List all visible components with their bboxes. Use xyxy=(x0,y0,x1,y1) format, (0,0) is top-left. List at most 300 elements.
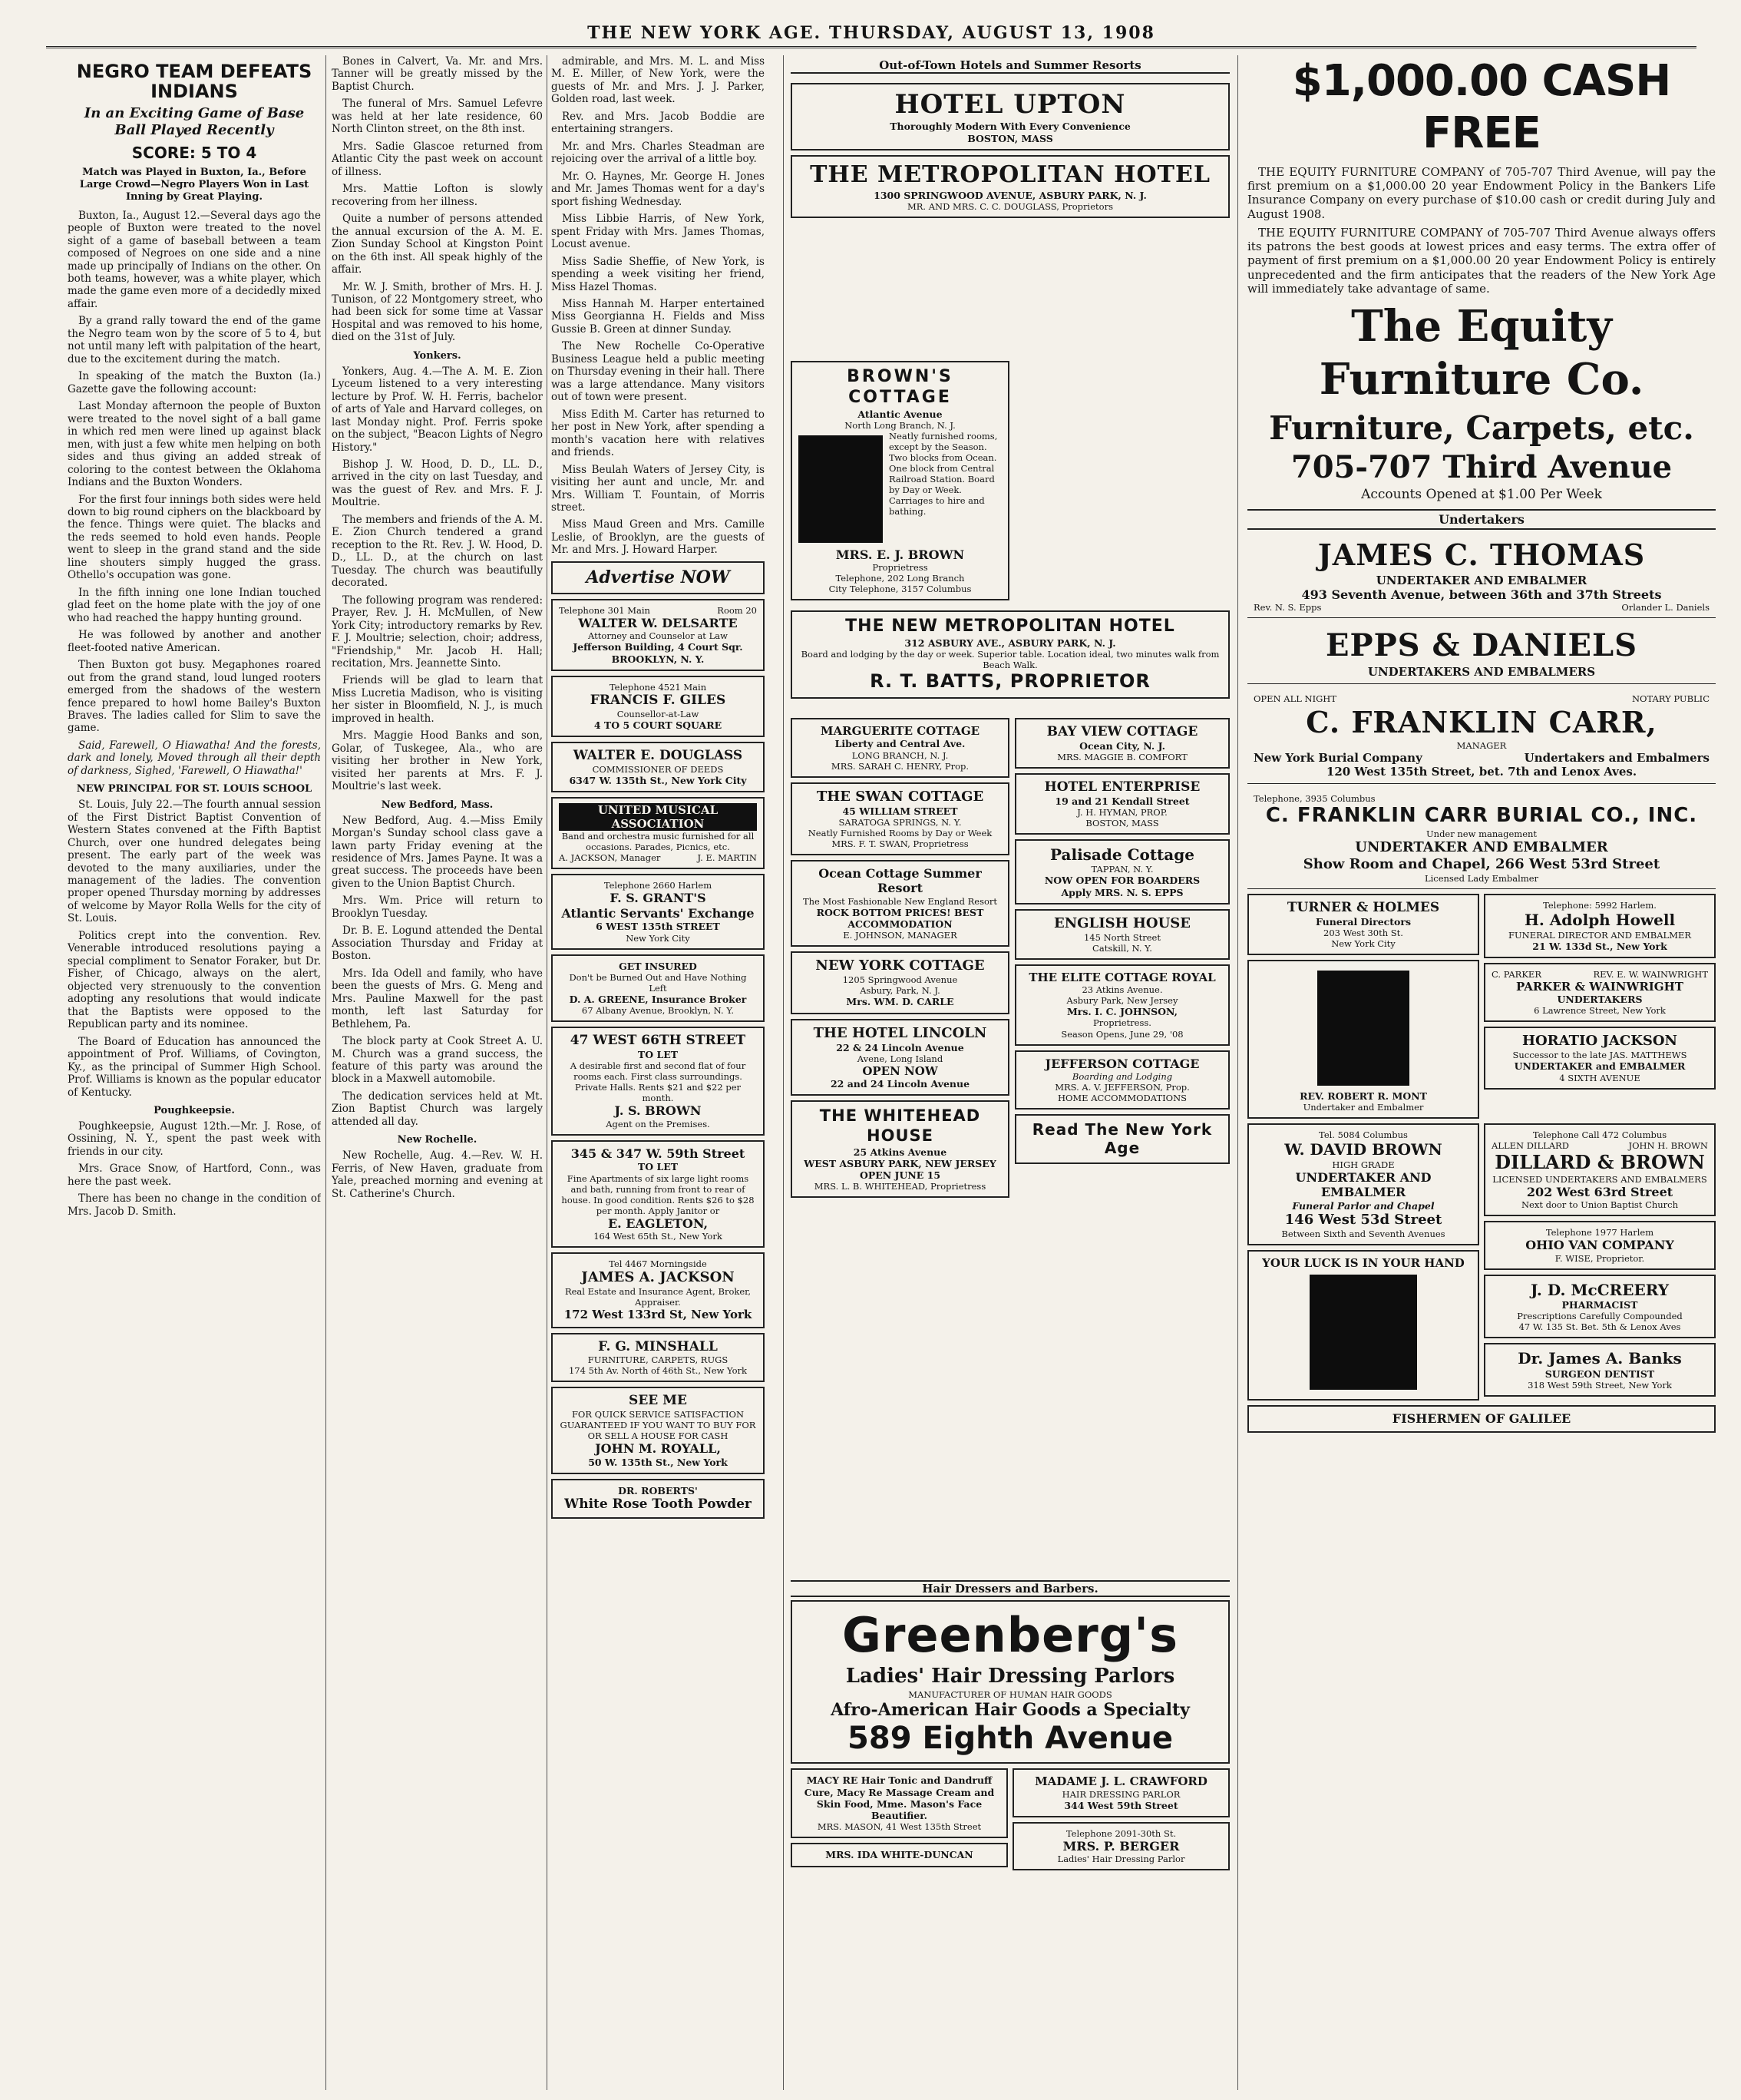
column-right-ads xyxy=(1247,55,1716,2090)
ad-prop: Mrs. WM. D. CARLE xyxy=(846,996,954,1008)
ad-city: New York City xyxy=(626,932,690,944)
note: Rev. and Mrs. Jacob Boddie are entertaining strangers. xyxy=(551,110,765,136)
ad-head: GET INSURED xyxy=(619,960,697,972)
article-score: SCORE: 5 TO 4 xyxy=(131,143,257,162)
ad-role: COMMISSIONER OF DEEDS xyxy=(592,763,724,775)
ad-name: DILLARD & BROWN xyxy=(1495,1151,1705,1174)
ad-head: MACY RE Hair Tonic and Dandruff Cure, Macy Re Massage Cream and Skin Food, Mme. Mason's Face Beautifier. xyxy=(804,1774,995,1822)
equity-name: The Equity Furniture Co. xyxy=(1319,301,1644,405)
masthead: THE NEW YORK AGE. THURSDAY, AUGUST 13, 1908 xyxy=(46,23,1696,48)
ad-name: F. G. MINSHALL xyxy=(598,1338,718,1354)
ad-open: NOW OPEN FOR BOARDERS xyxy=(1044,875,1201,887)
ad-name: DR. ROBERTS' xyxy=(618,1484,698,1496)
palisade-cottage-ad xyxy=(1015,839,1230,904)
ad-sub: Next door to Union Baptist Church xyxy=(1521,1199,1679,1211)
ad-line: HAIR DRESSING PARLOR xyxy=(1062,1788,1181,1800)
ad-foot: 22 and 24 Lincoln Avenue xyxy=(830,1078,970,1090)
ad-head: 345 & 347 W. 59th Street xyxy=(570,1146,745,1161)
ad-city: Asbury Park, New Jersey xyxy=(1066,995,1178,1007)
ad-line: FURNITURE, CARPETS, RUGS xyxy=(587,1354,728,1366)
section-title: Hair Dressers and Barbers. xyxy=(791,1580,1230,1597)
column-notes-ads xyxy=(551,55,765,2090)
column-rule xyxy=(325,55,326,2090)
ad-sub: TO LET xyxy=(637,1049,679,1060)
music-association-ad xyxy=(551,797,765,870)
ad-address: 164 West 65th St., New York xyxy=(593,1231,722,1242)
ad-address: 202 West 63rd Street xyxy=(1526,1184,1673,1199)
note: Dr. B. E. Logund attended the Dental Association Thursday and Friday at Boston. xyxy=(332,924,543,963)
minshall-ad xyxy=(551,1333,765,1383)
ad-line3: Afro-American Hair Goods a Specialty xyxy=(831,1699,1190,1720)
luck-ad xyxy=(1247,1250,1479,1401)
ad-address: 23 Atkins Avenue. xyxy=(1082,984,1163,996)
epps-daniels-ad xyxy=(1247,623,1716,684)
ad-name: BAY VIEW COTTAGE xyxy=(1046,724,1198,739)
ad-head: 47 WEST 66TH STREET xyxy=(570,1033,746,1049)
ad-name: NEW YORK COTTAGE xyxy=(815,957,985,974)
ad-body: Board and lodging by the day or week. Superior table. Location ideal, two minutes walk from Beach Walk. xyxy=(801,649,1220,671)
ad-tel: Telephone 2091-30th St. xyxy=(1065,1827,1177,1839)
ad-role: SURGEON DENTIST xyxy=(1544,1367,1655,1380)
new-york-cottage-ad xyxy=(791,951,1009,1014)
douglass-ad xyxy=(551,742,765,792)
ad-name: UNITED MUSICAL ASSOCIATION xyxy=(559,803,757,832)
ad-line: Thoroughly Modern With Every Convenience xyxy=(890,121,1131,133)
ad-tel: Telephone 4521 Main xyxy=(609,681,707,693)
jefferson-cottage-ad xyxy=(1015,1050,1230,1110)
ad-tel: Telephone 301 Main xyxy=(559,604,650,616)
article2-paragraph: Politics crept into the convention. Rev. Venerable introduced resolutions paying a special compliment to Senator Foraker, but Dr. Fisher, of Chicago, always on the alert, objected very strenuously to the convention adopting any resolutions that would indicate that the Baptists were opposed to the Republican party and its nominee. xyxy=(68,929,321,1031)
note: Miss Hannah M. Harper entertained Miss Georgianna H. Fields and Miss Gussie B. Green at dinner Sunday. xyxy=(551,297,765,336)
ad-tel: Tel 4467 Morningside xyxy=(609,1258,707,1270)
cash-free-headline: $1,000.00 CASH FREE xyxy=(1292,56,1671,159)
ad-prop: F. WISE, Proprietor. xyxy=(1554,1252,1645,1264)
ad-address: 4 TO 5 COURT SQUARE xyxy=(593,719,722,731)
ad-city: Ocean City, N. J. xyxy=(1079,739,1165,752)
column-article xyxy=(68,55,321,2090)
ad-role: UNDERTAKERS xyxy=(1557,994,1643,1006)
ad-name: HOTEL UPTON xyxy=(894,89,1126,120)
ad-name: FRANCIS F. GILES xyxy=(590,692,726,708)
article3-paragraph: There has been no change in the condition of Mrs. Jacob D. Smith. xyxy=(68,1192,321,1218)
ad-role: Real Estate and Insurance Agent, Broker, Appraiser. xyxy=(564,1286,752,1308)
article2-paragraph: The Board of Education has announced the appointment of Prof. Williams, of Covington, Ky., as the principal of Summer High School. Prof. Williams is known as the popular educator of Kentucky. xyxy=(68,1035,321,1099)
ad-name: WALTER E. DOUGLASS xyxy=(573,747,743,763)
ad-tel: Telephone 2660 Harlem xyxy=(603,880,712,891)
ad-name: THE METROPOLITAN HOTEL xyxy=(810,160,1211,188)
ad-city: WEST ASBURY PARK, NEW JERSEY xyxy=(804,1157,996,1169)
hotel-upton-ad xyxy=(791,83,1230,150)
advertise-now-ad xyxy=(551,561,765,594)
ad-head: YOUR LUCK IS IN YOUR HAND xyxy=(1262,1256,1465,1271)
article-paragraph: Last Monday afternoon the people of Buxton were treated to the novel sight of a ball game in which red men were lined up against black men, with just a few white men helping on both sides and thus giving an added streak of coloring to the contest between the Oklahoma Indians and the Buxton Wonders. xyxy=(68,400,321,489)
banks-dentist-ad xyxy=(1484,1343,1716,1397)
note: Mrs. Sadie Glascoe returned from Atlantic City the past week on account of illness. xyxy=(332,140,543,178)
ad-company: New York Burial Company xyxy=(1254,750,1422,765)
cash-paragraph: THE EQUITY FURNITURE COMPANY of 705-707 Third Avenue always offers its patrons the best goods at lowest prices and easy terms. The extra offer of payment of first premium on a $1,000.00 20 year Endowment Policy is entirely unprecedented and the firm anticipates that the readers of the New York Age will immediately take advantage of same. xyxy=(1247,225,1716,296)
note: Miss Sadie Sheffie, of New York, is spending a week visiting her friend, Miss Hazel Thomas. xyxy=(551,255,765,293)
ad-name: C. FRANKLIN CARR BURIAL CO., INC. xyxy=(1265,804,1698,828)
ad-body: Neatly Furnished Rooms by Day or Week xyxy=(808,827,993,838)
ad-address: Show Room and Chapel, 266 West 53rd Street xyxy=(1303,856,1660,873)
ad-name: J. D. McCREERY xyxy=(1530,1280,1670,1299)
ad-head: SEE ME xyxy=(629,1393,687,1409)
ad-open: OPEN JUNE 15 xyxy=(859,1169,941,1182)
new-metropolitan-ad xyxy=(791,610,1230,699)
ad-left: C. PARKER xyxy=(1492,968,1541,980)
ad-name: E. EAGLETON, xyxy=(607,1215,709,1231)
article2-head: NEW PRINCIPAL FOR ST. LOUIS SCHOOL xyxy=(76,783,312,795)
ad-tel: Telephone, 202 Long Branch xyxy=(835,573,965,584)
ad-prop: MR. AND MRS. C. C. DOUGLASS, Proprietors xyxy=(907,200,1113,212)
carr-burial-ad xyxy=(1247,789,1716,889)
ad-name: PARKER & WAINWRIGHT xyxy=(1516,979,1683,994)
article-paragraph: In speaking of the match the Buxton (Ia.) Gazette gave the following account: xyxy=(68,370,321,395)
note: Bishop J. W. Hood, D. D., LL. D., arrived in the city on last Tuesday, and was the guest of Rev. and Mrs. F. J. Moultrie. xyxy=(332,458,543,509)
note: Mrs. Ida Odell and family, who have been the guests of Mrs. G. Meng and Mrs. Pauline Maxwell for the past month, left last Saturday for Bethlehem, Pa. xyxy=(332,967,543,1030)
cottage-photo xyxy=(798,435,883,543)
ad-name: JAMES C. THOMAS xyxy=(1317,537,1646,573)
article3-paragraph: Poughkeepsie, August 12th.—Mr. J. Rose, of Ossining, N. Y., spent the past week with friends in our city. xyxy=(68,1119,321,1158)
ad-city: BOSTON, MASS xyxy=(967,132,1053,144)
ad-sub: Successor to the late JAS. MATTHEWS xyxy=(1512,1050,1687,1061)
ad-name: HORATIO JACKSON xyxy=(1522,1033,1677,1050)
section-head: New Rochelle. xyxy=(397,1134,477,1146)
berger-ad xyxy=(1013,1822,1230,1871)
hotels-top xyxy=(791,83,1230,359)
carr-ad xyxy=(1247,689,1716,784)
ad-name: Dr. James A. Banks xyxy=(1518,1349,1682,1368)
section-title: Out-of-Town Hotels and Summer Resorts xyxy=(791,58,1230,74)
ad-name: W. DAVID BROWN xyxy=(1284,1140,1442,1159)
ad-address: 67 Albany Avenue, Brooklyn, N. Y. xyxy=(581,1005,735,1017)
article-paragraph: Buxton, Ia., August 12.—Several days ago the people of Buxton were treated to the novel sight of a game of baseball between a team composed of Negroes on one side and a nine made up principally of Indians on the other. On both teams, however, was a white player, which made the game even more of a decidedly mixed affair. xyxy=(68,209,321,310)
ad-city: New York City xyxy=(1331,938,1396,950)
ad-name: Greenberg's xyxy=(842,1607,1178,1664)
note: Mrs. Maggie Hood Banks and son, Golar, of Tuskegee, Ala., who are visiting her brother in New York, visited her parents at Mrs. F. J. Moultrie's last week. xyxy=(332,729,543,793)
ad-name: WALTER W. DELSARTE xyxy=(578,615,738,630)
ad-name: MRS. IDA WHITE-DUNCAN xyxy=(825,1849,973,1861)
macy-re-ad xyxy=(791,1768,1008,1838)
ad-right: NOTARY PUBLIC xyxy=(1631,693,1710,705)
column-hotels-right xyxy=(1015,718,1230,1570)
horatio-jackson-ad xyxy=(1484,1027,1716,1089)
section-head: New Bedford, Mass. xyxy=(381,799,494,811)
ad-prop: E. JOHNSON, MANAGER xyxy=(843,930,957,941)
cash-paragraph: THE EQUITY FURNITURE COMPANY of 705-707 Third Avenue, will pay the first premium on a $1,000.00 20 year Endowment Policy in the Bankers Life Insurance Company on every purchase of $10.00 cash or credit during July and August 1908. xyxy=(1247,164,1716,221)
note: The dedication services held at Mt. Zion Baptist Church was largely attended all day. xyxy=(332,1090,543,1128)
column-hotels-left-lower xyxy=(791,718,1009,1570)
ad-grade: HIGH GRADE xyxy=(1332,1159,1395,1170)
note: Miss Maud Green and Mrs. Camille Leslie, of Brooklyn, are the guests of Mr. and Mrs. J. Howard Harper. xyxy=(551,518,765,557)
ad-address: 47 W. 135 St. Bet. 5th & Lenox Aves xyxy=(1518,1321,1681,1333)
ad-season: Season Opens, June 29, '08 xyxy=(1061,1028,1184,1040)
ad-name: BROWN'S COTTAGE xyxy=(847,367,953,407)
mont-ad xyxy=(1247,960,1479,1119)
ad-tel: Tel. 5084 Columbus xyxy=(1319,1129,1408,1141)
fishermen-ad xyxy=(1247,1405,1716,1433)
ad-address: 318 West 59th Street, New York xyxy=(1528,1380,1672,1391)
ad-address: 50 W. 135th St., New York xyxy=(588,1456,728,1468)
ad-name: EPPS & DANIELS xyxy=(1326,627,1637,664)
article-subhead: Match was Played in Buxton, Ia., Before Large Crowd—Negro Players Won in Last Inning by Great Playing. xyxy=(79,167,309,203)
ad-address: 203 West 30th St. xyxy=(1323,928,1403,939)
ad-role: Agent on the Premises. xyxy=(606,1118,710,1129)
metropolitan-hotel-ad xyxy=(791,155,1230,218)
read-age-ad xyxy=(1015,1114,1230,1164)
note: New Bedford, Aug. 4.—Miss Emily Morgan's Sunday school class gave a lawn party Friday evening at the residence of Mrs. James Payne. It was a great success. The proceeds have been given to the Union Baptist Church. xyxy=(332,814,543,890)
grant-exchange-ad xyxy=(551,874,765,949)
ad-role: UNDERTAKER AND EMBALMER xyxy=(1295,1169,1432,1200)
ad-name: Palisade Cottage xyxy=(1050,845,1194,865)
ad-tel: Telephone Call 472 Columbus xyxy=(1532,1129,1667,1141)
ad-role: Proprietress. xyxy=(1093,1017,1151,1029)
ad-line1: Ladies' Hair Dressing Parlors xyxy=(845,1664,1175,1688)
ad-sub: TO LET xyxy=(637,1161,679,1173)
swan-cottage-ad xyxy=(791,782,1009,855)
ad-role: Counsellor-at-Law xyxy=(616,708,699,719)
ad-address: 172 West 133rd St, New York xyxy=(563,1308,752,1322)
ad-chapel: Funeral Parlor and Chapel xyxy=(1292,1199,1435,1212)
ad-name: HOTEL ENTERPRISE xyxy=(1044,779,1201,795)
article-paragraph: In the fifth inning one lone Indian touched glad feet on the home plate with the joy of one who had reached the happy hunting ground. xyxy=(68,586,321,624)
ad-address: 1300 SPRINGWOOD AVENUE, ASBURY PARK, N. J. xyxy=(874,189,1147,201)
article2-paragraph: St. Louis, July 22.—The fourth annual session of the First District Baptist Convention of Western States convened at the Fifth Baptist Church, over one hundred delegates being present. The early part of the week was devoted to the many auxiliaries, under the management of the ladies. The convention proper opened Thursday morning by addresses of welcome by Mayor Rolla Wells for the city of St. Louis. xyxy=(68,799,321,925)
ad-between: Between Sixth and Seventh Avenues xyxy=(1281,1229,1445,1240)
equity-sub: Furniture, Carpets, etc. xyxy=(1269,408,1694,447)
ad-name: F. S. GRANT'S xyxy=(610,891,706,906)
bay-view-cottage-ad xyxy=(1015,718,1230,769)
column-rule xyxy=(1237,55,1238,2090)
note: The New Rochelle Co-Operative Business League held a public meeting on Thursday evening in their hall. There was a large attendance. Many visitors out of town were present. xyxy=(551,340,765,404)
hair-dressers-section xyxy=(791,1574,1230,2058)
note: Yonkers, Aug. 4.—The A. M. E. Zion Lyceum listened to a very interesting lecture by Prof. W. H. Ferris, bachelor of arts of Yale and Harvard colleges, on last Monday night. Prof. Ferris spoke on the subject, "Beacon Lights of Negro History." xyxy=(332,365,543,454)
column-rule xyxy=(783,55,784,2090)
thomas-ad xyxy=(1247,533,1716,618)
ad-partner: J. E. MARTIN xyxy=(697,852,757,864)
w-david-brown-ad xyxy=(1247,1123,1479,1245)
english-house-ad xyxy=(1015,909,1230,960)
article-deck: In an Exciting Game of Base Ball Played Recently xyxy=(84,104,305,138)
ad-name: THE NEW METROPOLITAN HOTEL xyxy=(845,617,1175,636)
note: The following program was rendered: Prayer, Rev. J. H. McMullen, of New York City; introductory remarks by Rev. F. J. Moultrie; selection, choir; address, "Friendship," Mr. Jacob H. Hall; recitation, Mrs. Jeannette Sinto. xyxy=(332,594,543,670)
white-duncan-ad xyxy=(791,1843,1008,1867)
note: Quite a number of persons attended the annual excursion of the A. M. E. Zion Sunday School at Kingston Point on the 6th inst. All speak highly of the affair. xyxy=(332,213,543,276)
note: Miss Libbie Harris, of New York, spent Friday with Mrs. James Thomas, Locust avenue. xyxy=(551,213,765,251)
article-paragraph: For the first four innings both sides were held down to big round ciphers on the blackboard by the fence. Things were quiet. The blacks and the reds seemed to hold even hands. People went to sleep in the grand stand and the side line shouters simply hugged the grass. Othello's occupation was gone. xyxy=(68,493,321,582)
note: Mr. W. J. Smith, brother of Mrs. H. J. Tunison, of 22 Montgomery street, who had been sick for some time at Vassar Hospital and was removed to his home, died on the 31st of July. xyxy=(332,280,543,344)
note: Mrs. Mattie Lofton is slowly recovering from her illness. xyxy=(332,183,543,208)
ad-address: 4 SIXTH AVENUE xyxy=(1559,1072,1640,1083)
ad-prop: MRS. L. B. WHITEHEAD, Proprietress xyxy=(814,1181,986,1192)
note: New Rochelle, Aug. 4.—Rev. W. H. Ferris, of New Haven, graduate from Yale, preached morning and evening at St. Catherine's Church. xyxy=(332,1149,543,1200)
ad-prop: MRS. SARAH C. HENRY, Prop. xyxy=(831,760,970,772)
dillard-brown-ad xyxy=(1484,1123,1716,1216)
ad-address: Atlantic Avenue xyxy=(857,408,943,420)
ad-role: PHARMACIST xyxy=(1561,1299,1638,1311)
ad-city: LONG BRANCH, N. J. xyxy=(851,749,949,761)
ad-name: MRS. MASON, 41 West 135th Street xyxy=(817,1821,982,1833)
article-paragraph: He was followed by another and another fleet-footed native American. xyxy=(68,629,321,654)
note: Mr. O. Haynes, Mr. George H. Jones and Mr. James Thomas went for a day's sport fishing Wednesday. xyxy=(551,170,765,208)
ad-name: TURNER & HOLMES xyxy=(1287,900,1440,916)
ad-address: 6 Lawrence Street, New York xyxy=(1534,1005,1666,1017)
ad-role: FUNERAL DIRECTOR AND EMBALMER xyxy=(1508,929,1692,941)
ad-name: MADAME J. L. CRAWFORD xyxy=(1035,1774,1207,1789)
ad-company2: Undertakers and Embalmers xyxy=(1524,750,1710,765)
ad-prop: MRS. F. T. SWAN, Proprietress xyxy=(831,838,969,849)
note: Miss Edith M. Carter has returned to her post in New York, after spending a month's vacation here with relatives and friends. xyxy=(551,408,765,459)
ad-city: Avene, Long Island xyxy=(857,1053,943,1064)
ad-role: Attorney and Counselor at Law xyxy=(588,630,728,642)
insurance-ad xyxy=(551,954,765,1023)
ad-name: H. Adolph Howell xyxy=(1524,911,1676,930)
equity-foot: Accounts Opened at $1.00 Per Week xyxy=(1361,486,1602,502)
ad-left: ALLEN DILLARD xyxy=(1492,1140,1569,1152)
turner-holmes-ad xyxy=(1247,894,1479,955)
equity-address: 705-707 Third Avenue xyxy=(1290,449,1673,486)
ad-body: FOR QUICK SERVICE SATISFACTION GUARANTEED IF YOU WANT TO BUY FOR OR SELL A HOUSE FOR CASH xyxy=(560,1409,756,1442)
ad-role: UNDERTAKER and EMBALMER xyxy=(1514,1060,1686,1073)
ad-name: ENGLISH HOUSE xyxy=(1054,914,1191,931)
ad-line2: MANUFACTURER OF HUMAN HAIR GOODS xyxy=(908,1688,1112,1700)
ad-open: OPEN NOW xyxy=(862,1063,938,1078)
ad-address: 120 West 135th Street, bet. 7th and Lenox Aves. xyxy=(1326,765,1637,779)
browns-cottage-ad xyxy=(791,361,1009,600)
ocean-cottage-ad xyxy=(791,860,1009,947)
ad-name: MRS. P. BERGER xyxy=(1062,1838,1180,1854)
article-paragraph: Then Buxton got busy. Megaphones roared out from the grand stand, loud lunged rooters emerged from the shadows of the western fence prepared to howl home Bailey's Buxton Braves. The ladies called for Slim to save the game. xyxy=(68,659,321,735)
article3-head: Poughkeepsie. xyxy=(154,1104,235,1116)
ad-text: Read The New York Age xyxy=(1032,1120,1213,1158)
undertakers-header: Undertakers xyxy=(1247,509,1716,531)
ad-name: JEFFERSON COTTAGE xyxy=(1045,1056,1200,1071)
ad-prop: MRS. E. J. BROWN xyxy=(835,547,965,562)
ad-name: THE WHITEHEAD HOUSE xyxy=(819,1106,981,1145)
ad-tel: Telephone: 5992 Harlem. xyxy=(1543,900,1657,911)
ad-title: Atlantic Servants' Exchange xyxy=(561,905,755,921)
ad-name: JOHN M. ROYALL, xyxy=(595,1441,721,1457)
hotels-section-header xyxy=(791,55,1230,78)
royall-ad xyxy=(551,1387,765,1474)
ad-left: Rev. N. S. Epps xyxy=(1254,602,1322,613)
hotel-lincoln-ad xyxy=(791,1019,1009,1096)
column-social-notes xyxy=(332,55,543,2090)
note: Mrs. Wm. Price will return to Brooklyn Tuesday. xyxy=(332,895,543,920)
ad-acc: HOME ACCOMMODATIONS xyxy=(1057,1093,1188,1104)
advertise-now-label: Advertise NOW xyxy=(586,567,730,587)
ad-prop: R. T. BATTS, PROPRIETOR xyxy=(870,670,1151,693)
mont-portrait xyxy=(1317,971,1409,1086)
ad-name: D. A. GREENE, Insurance Broker xyxy=(569,994,747,1005)
palm-image xyxy=(1310,1275,1417,1390)
ad-address: 146 West 53d Street xyxy=(1284,1212,1442,1229)
ad-role: UNDERTAKER AND EMBALMER xyxy=(1376,573,1587,587)
article-paragraph: By a grand rally toward the end of the game the Negro team won by the score of 5 to 4, but not until many left with palpitation of the heart, due to the excitement during the match. xyxy=(68,315,321,365)
crawford-ad xyxy=(1013,1768,1230,1817)
giles-ad xyxy=(551,676,765,737)
ad-address: Jefferson Building, 4 Court Sqr. BROOKLYN, N. Y. xyxy=(573,641,743,665)
note: The members and friends of the A. M. E. Zion Church tendered a grand reception to the Rt. Rev. J. W. Hood, D. D., LL. D., at the church on last Tuesday. The church was beautifully decorated. xyxy=(332,513,543,590)
ad-line: Don't be Burned Out and Have Nothing Left xyxy=(569,971,747,994)
new-metropolitan-wrap xyxy=(791,610,1230,703)
note: The block party at Cook Street A. U. M. Church was a grand success, the feature of this party was around the block in a Maxwell automobile. xyxy=(332,1035,543,1086)
ad-address: 145 North Street xyxy=(1083,931,1161,943)
ohio-van-ad xyxy=(1484,1221,1716,1270)
ad-name: THE HOTEL LINCOLN xyxy=(813,1024,987,1041)
ad-name: C. FRANKLIN CARR, xyxy=(1306,704,1657,739)
note: The funeral of Mrs. Samuel Lefevre was held at her late residence, 60 North Clinton street, on the 8th inst. xyxy=(332,98,543,136)
ad-body: ROCK BOTTOM PRICES! BEST ACCOMMODATION xyxy=(816,906,984,931)
ad-apply: Apply MRS. N. S. EPPS xyxy=(1061,886,1184,898)
ad-tel: Telephone, 3935 Columbus xyxy=(1254,793,1376,805)
ad-prop: MRS. MAGGIE B. COMFORT xyxy=(1057,751,1188,762)
ad-city: TAPPAN, N. Y. xyxy=(1091,864,1154,875)
ad-address: 6347 W. 135th St., New York City xyxy=(569,774,747,786)
howell-ad xyxy=(1484,894,1716,958)
ad-tel2: City Telephone, 3157 Columbus xyxy=(828,584,972,595)
ad-right: REV. E. W. WAINWRIGHT xyxy=(1593,968,1708,980)
ad-address: 312 ASBURY AVE., ASBURY PARK, N. J. xyxy=(904,637,1116,649)
ad-address: 45 WILLIAM STREET xyxy=(842,805,958,817)
ad-tel: Telephone 1977 Harlem xyxy=(1545,1227,1654,1239)
ad-address: 1205 Springwood Avenue xyxy=(842,974,958,986)
ad-city: BOSTON, MASS xyxy=(1085,818,1159,828)
ad-line: The Most Fashionable New England Resort xyxy=(802,895,998,907)
ad-name: MARGUERITE COTTAGE xyxy=(820,724,980,738)
ad-line: Ladies' Hair Dressing Parlor xyxy=(1057,1854,1185,1865)
ad-city: Asbury, Park, N. J. xyxy=(860,985,940,997)
ad-room: Room 20 xyxy=(717,604,757,616)
ad-right: Orlander L. Daniels xyxy=(1621,602,1710,613)
ad-body: Neatly furnished rooms, except by the Season. Two blocks from Ocean. One block from Central Railroad Station. Board by Day or Week. Carriages to hire and bathing. xyxy=(889,430,998,518)
elite-cottage-ad xyxy=(1015,964,1230,1046)
ad-address: 25 Atkins Avenue xyxy=(853,1146,947,1158)
ad-name: THE ELITE COTTAGE ROYAL xyxy=(1029,970,1216,984)
ad-role: MANAGER xyxy=(1456,739,1507,751)
delsarte-ad xyxy=(551,599,765,671)
ad-name: Ocean Cottage Summer Resort xyxy=(818,865,982,896)
ad-role: UNDERTAKERS AND EMBALMERS xyxy=(1367,665,1596,680)
roberts-tooth-powder-ad xyxy=(551,1479,765,1519)
note: Friends will be glad to learn that Miss Lucretia Madison, who is visiting her sister in Bloomfield, N. J., is much improved in health. xyxy=(332,674,543,725)
ad-prop: J. H. HYMAN, PROP. xyxy=(1077,806,1168,818)
ad-role: LICENSED UNDERTAKERS AND EMBALMERS xyxy=(1492,1173,1707,1185)
ad-address: Liberty and Central Ave. xyxy=(834,738,966,750)
ad-name: REV. ROBERT R. MONT xyxy=(1300,1090,1427,1103)
jackson-real-estate-ad xyxy=(551,1252,765,1328)
ad-left: OPEN ALL NIGHT xyxy=(1254,693,1337,705)
greenberg-ad xyxy=(791,1600,1230,1764)
mccreery-ad xyxy=(1484,1275,1716,1339)
ad-mgmt: Under new management xyxy=(1426,828,1538,840)
ad-city: SARATOGA SPRINGS, N. Y. xyxy=(838,816,962,828)
ad-body: Fine Apartments of six large light rooms and bath, running from front to rear of house. In good condition. Rents $26 to $28 per month. Apply Janitor or xyxy=(561,1172,755,1216)
marguerite-cottage-ad xyxy=(791,718,1009,778)
ad-role: Funeral Directors xyxy=(1315,915,1412,928)
ad-role: Proprietress xyxy=(872,562,928,574)
ad-address: 6 WEST 135th STREET xyxy=(596,921,720,933)
ad-name: J. S. BROWN xyxy=(614,1103,702,1119)
ad-body: Band and orchestra music furnished for all occasions. Parades, Picnics, etc. xyxy=(561,831,755,853)
ad-manager: A. JACKSON, Manager xyxy=(559,852,661,864)
ad-city: North Long Branch, N. J. xyxy=(844,419,956,431)
note: Mr. and Mrs. Charles Steadman are rejoicing over the arrival of a little boy. xyxy=(551,140,765,166)
ad-role: Undertaker and Embalmer xyxy=(1303,1102,1424,1113)
ad-line: Boarding and Lodging xyxy=(1072,1071,1173,1083)
note: admirable, and Mrs. M. L. and Miss M. E. Miller, of New York, were the guests of Mr. and Mrs. J. J. Parker, Golden road, last week. xyxy=(551,55,765,106)
ad-address: 344 West 59th Street xyxy=(1064,1799,1178,1811)
